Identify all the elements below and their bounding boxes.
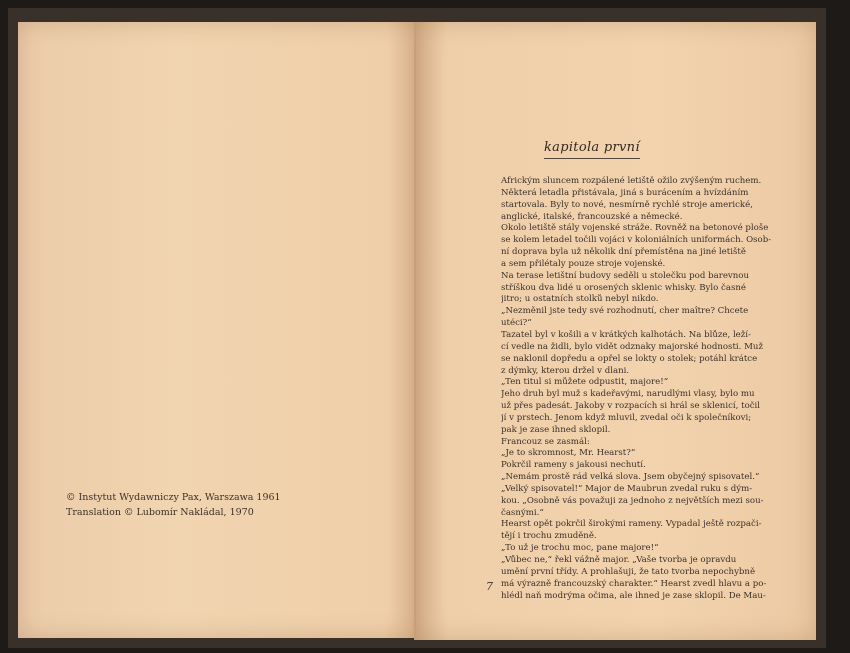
text-line: tějí i trochu zmuděně. [501, 531, 597, 542]
text-line: hlédl naň modrýma očima, ale ihned je zase sklopil. De Mau- [501, 590, 766, 601]
text-line: má výrazně francouzský charakter.“ Hearst zvedl hlavu a po- [501, 578, 767, 589]
left-page [18, 22, 418, 638]
text-line: „To už je trochu moc, pane majore!“ [501, 543, 659, 554]
text-line: Na terase letištní budovy seděli u stolečku pod barevnou [501, 270, 750, 281]
text-line: Hearst opět pokrčil širokými rameny. Vypadal ještě rozpači- [501, 519, 762, 530]
text-line: umění první třídy. A prohlašuji, že tato tvorba nepochybně [501, 566, 756, 577]
copyright-line: © Instytut Wydawniczy Pax, Warszawa 1961 [66, 492, 281, 503]
text-line: anglické, italské, francouzské a německé. [501, 211, 683, 222]
text-line: z dýmky, kterou držel v dlani. [501, 365, 630, 376]
text-line: ní doprava byla už několik dní přemístěna na jiné letiště [501, 247, 746, 258]
text-line: Africkým sluncem rozpálené letiště ožilo zvýšeným ruchem. [501, 176, 762, 186]
text-line: Francouz se zasmál: [501, 436, 590, 447]
text-line: Jeho druh byl muž s kadeřavými, narudlými vlasy, bylo mu [501, 389, 755, 400]
right-page [416, 22, 816, 640]
text-line: stříškou dva lidé u orosených sklenic whisky. Bylo časné [501, 282, 746, 293]
text-line: „Velký spisovatel!“ Major de Maubrun zvedal ruku s dým- [501, 483, 753, 494]
text-line: startovala. Byly to nové, nesmírně rychlé stroje americké, [501, 199, 753, 210]
copyright-line: Translation © Lubomír Nakládal, 1970 [66, 507, 254, 518]
text-line: Některá letadla přistávala, jiná s burácením a hvízdáním [501, 187, 749, 198]
open-book [8, 8, 826, 648]
text-line: pak je zase ihned sklopil. [501, 424, 611, 435]
page-number: 7 [486, 580, 493, 593]
text-line: Tazatel byl v košili a v krátkých kalhotách. Na blůze, leží- [501, 329, 751, 340]
text-line: jí v prstech. Jenom když mluvil, zvedal oči k společníkovi; [501, 412, 752, 423]
text-line: „Vůbec ne,“ řekl vážně major. „Vaše tvorba je opravdu [501, 555, 737, 565]
text-line: se kolem letadel točili vojáci v koloniálních uniformách. Osob- [501, 235, 772, 246]
text-line: jitro; u ostatních stolků nebyl nikdo. [501, 294, 659, 305]
text-line: „Nemám prostě rád velká slova. Jsem obyčejný spisovatel.“ [501, 472, 760, 483]
copyright-notice [66, 490, 281, 520]
text-line: už přes padesát. Jakoby v rozpacích si hrál se sklenicí, točil [501, 401, 761, 412]
text-line: Okolo letiště stály vojenské stráže. Rovněž na betonové ploše [501, 223, 769, 234]
text-line: „Nezměnil jste tedy své rozhodnutí, cher maître? Chcete [501, 306, 749, 317]
text-line: „Je to skromnost, Mr. Hearst?“ [501, 448, 636, 459]
text-line: a sem přilétaly pouze stroje vojenské. [501, 258, 666, 269]
text-line: časnými.“ [501, 507, 544, 518]
text-line: cí vedle na židli, bylo vidět odznaky majorské hodnosti. Muž [501, 341, 763, 352]
text-line: se naklonil dopředu a opřel se lokty o stolek; potáhl krátce [501, 353, 758, 364]
text-line: utéci?“ [501, 318, 532, 329]
chapter-title: kapitola první [544, 140, 640, 159]
chapter-body-text [501, 176, 789, 602]
text-line: Pokrčil rameny s jakousi nechutí. [501, 460, 646, 471]
text-line: „Ten titul si můžete odpustit, majore!“ [501, 377, 669, 388]
text-line: kou. „Osobně vás považuji za jednoho z největších mezi sou- [501, 495, 764, 506]
